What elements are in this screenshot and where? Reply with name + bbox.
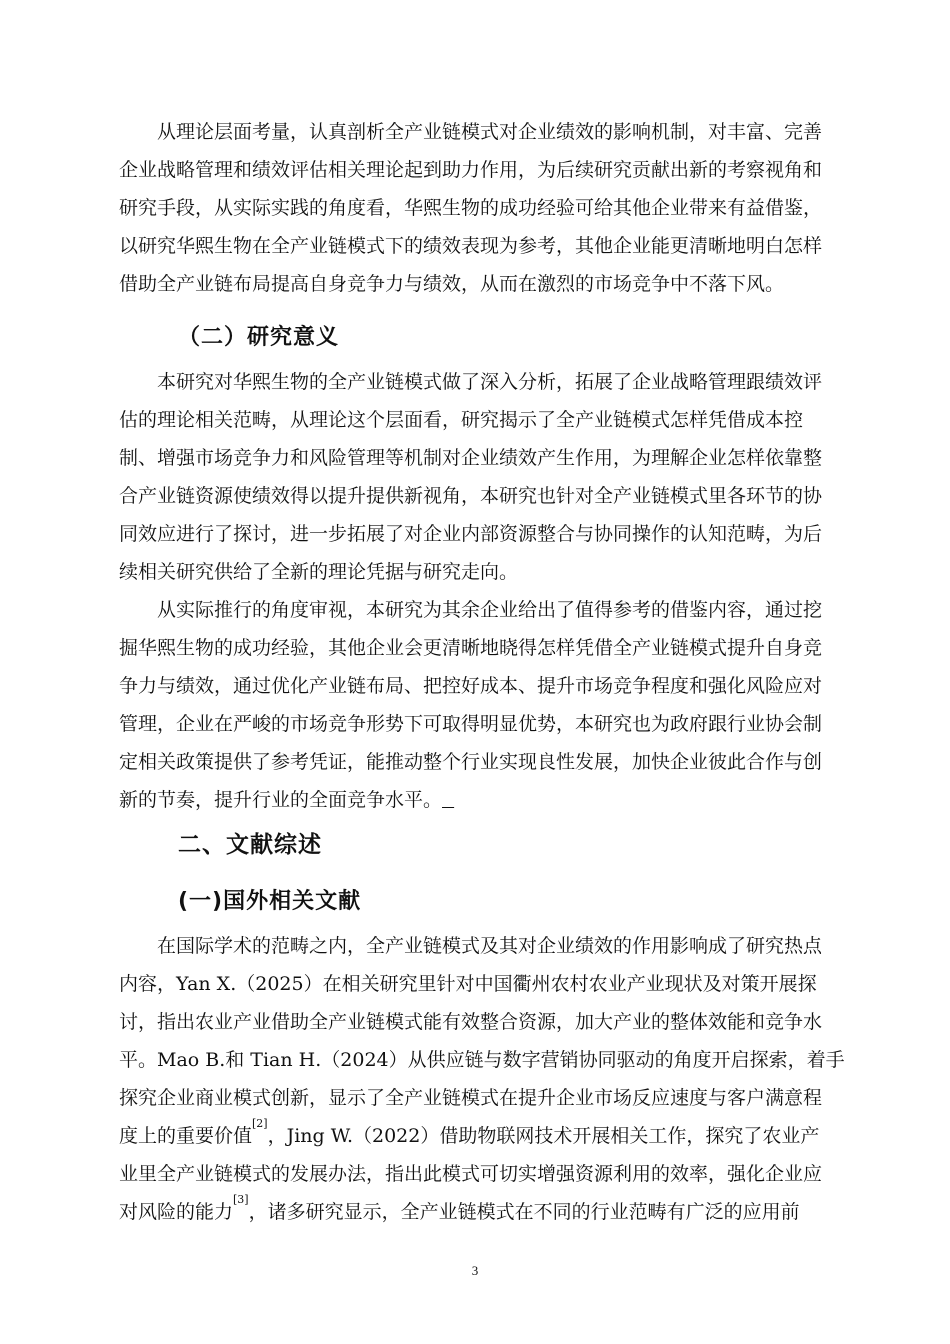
text-line: 内容，Yan X.（2025）在相关研究里针对中国衢州农村农业产业现状及对策开展探 [119, 973, 817, 995]
text-line: 以研究华熙生物在全产业链模式下的绩效表现为参考，其他企业能更清晰地明白怎样 [119, 235, 823, 257]
text-line: 估的理论相关范畴，从理论这个层面看，研究揭示了全产业链模式怎样凭借成本控 [119, 409, 804, 431]
text-line: 探究企业商业模式创新，显示了全产业链模式在提升企业市场反应速度与客户满意程 [119, 1087, 823, 1109]
text-line: 借助全产业链布局提高自身竞争力与绩效，从而在激烈的市场竞争中不落下风。 [119, 273, 785, 295]
text-line: 业里全产业链模式的发展办法，指出此模式可切实增强资源利用的效率，强化企业应 [119, 1163, 823, 1185]
text-line: 争力与绩效，通过优化产业链布局、把控好成本、提升市场竞争程度和强化风险应对 [119, 675, 823, 697]
text-cursor [442, 789, 454, 811]
text-line: 掘华熙生物的成功经验，其他企业会更清晰地晓得怎样凭借全产业链模式提升自身竞 [119, 637, 823, 659]
heading-foreign-literature: (一)国外相关文献 [178, 889, 362, 914]
paragraph-significance-theory [119, 363, 839, 591]
text-line: 合产业链资源使绩效得以提升提供新视角，本研究也针对全产业链模式里各环节的协 [119, 485, 823, 507]
text-line [119, 781, 839, 819]
text-line: 研究手段，从实际实践的角度看，华熙生物的成功经验可给其他企业带来有益借鉴， [119, 197, 823, 219]
heading-literature-review: 二、文献综述 [178, 832, 322, 858]
paragraph-theory [119, 113, 839, 303]
text-line: 企业战略管理和绩效评估相关理论起到助力作用，为后续研究贡献出新的考察视角和 [119, 159, 823, 181]
text-segment: ，诸多研究显示，全产业链模式在不同的行业范畴有广泛的应用前 [248, 1201, 800, 1223]
text-line: 定相关政策提供了参考凭证，能推动整个行业实现良性发展，加快企业彼此合作与创 [119, 751, 823, 773]
text-segment: 对风险的能力 [119, 1201, 234, 1223]
text-line: 本研究对华熙生物的全产业链模式做了深入分析，拓展了企业战略管理跟绩效评 [157, 371, 823, 393]
text-line: 续相关研究供给了全新的理论凭据与研究走向。 [119, 561, 519, 583]
paragraph-foreign-literature [119, 927, 845, 1231]
text-line: 同效应进行了探讨，进一步拓展了对企业内部资源整合与协同操作的认知范畴，为后 [119, 523, 823, 545]
text-line: 平。Mao B.和 Tian H.（2024）从供应链与数字营销协同驱动的角度开启探索，着手 [119, 1049, 845, 1071]
text-line [119, 1193, 839, 1231]
text-segment: ，Jing W.（2022）借助物联网技术开展相关工作，探究了农业产 [267, 1125, 820, 1147]
text-line: 从实际推行的角度审视，本研究为其余企业给出了值得参考的借鉴内容，通过挖 [157, 599, 823, 621]
paragraph-significance-practice [119, 591, 839, 819]
page-number: 3 [471, 1263, 479, 1278]
text-line [119, 1117, 839, 1155]
text-line: 在国际学术的范畴之内，全产业链模式及其对企业绩效的作用影响成了研究热点 [157, 935, 823, 957]
text-segment: 度上的重要价值 [119, 1125, 253, 1147]
text-line: 制、增强市场竞争力和风险管理等机制对企业绩效产生作用，为理解企业怎样依靠整 [119, 447, 823, 469]
citation-ref: [3] [233, 1193, 249, 1206]
text-line: 讨，指出农业产业借助全产业链模式能有效整合资源，加大产业的整体效能和竞争水 [119, 1011, 823, 1033]
text-line: 从理论层面考量，认真剖析全产业链模式对企业绩效的影响机制，对丰富、完善 [157, 121, 823, 143]
heading-research-significance: （二）研究意义 [178, 325, 340, 350]
citation-ref: [2] [252, 1117, 268, 1130]
text-segment: 新的节奏，提升行业的全面竞争水平。 [119, 789, 443, 811]
text-line: 管理，企业在严峻的市场竞争形势下可取得明显优势，本研究也为政府跟行业协会制 [119, 713, 823, 735]
